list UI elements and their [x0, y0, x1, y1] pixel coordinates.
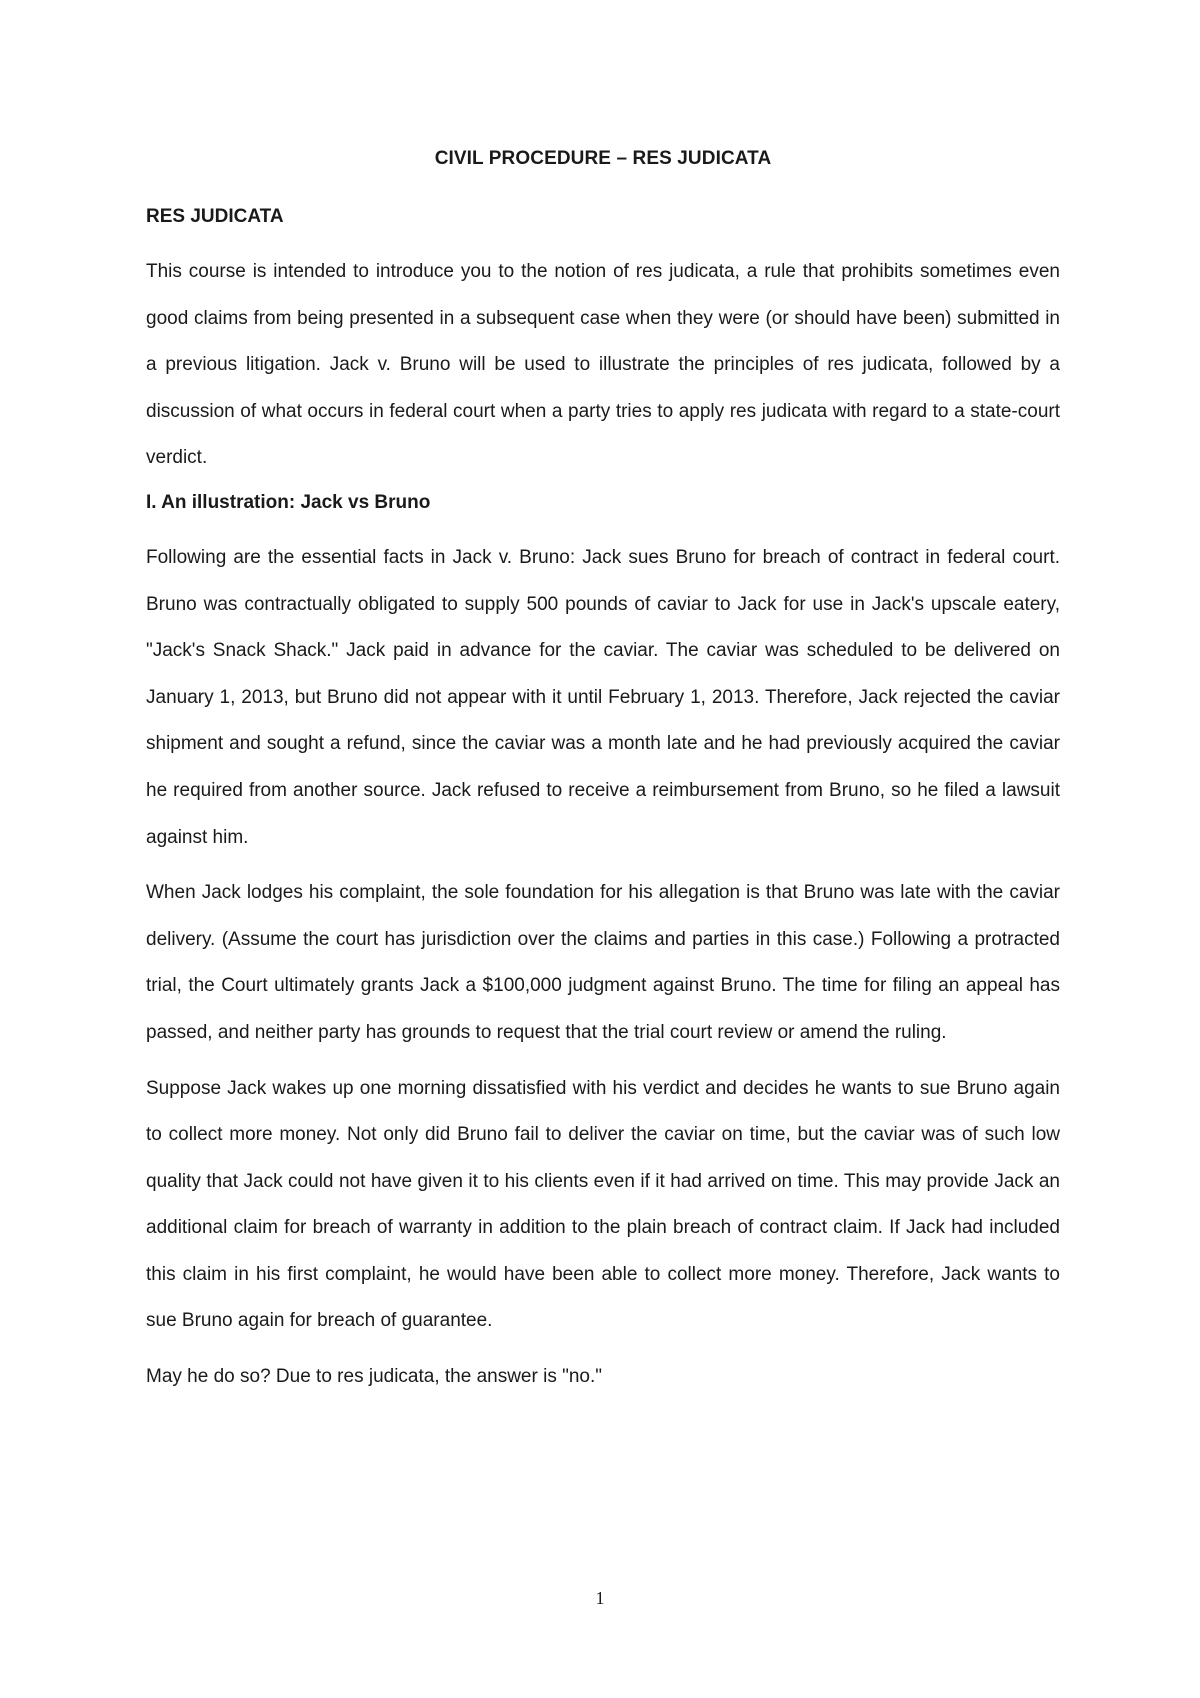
- facts-paragraph: Following are the essential facts in Jack v. Bruno: Jack sues Bruno for breach of contract in federal court. Bruno was contractually obligated to supply 500 pounds of caviar to Jack for use in Jack's upscale eatery, "Jack's Snack Shack." Jack paid in advance for the caviar. The caviar was scheduled to be delivered on January 1, 2013, but Bruno did not appear with it until February 1, 2013. Therefore, Jack rejected the caviar shipment and sought a refund, since the caviar was a month late and he had previously acquired the caviar he required from another source. Jack refused to receive a reimbursement from Bruno, so he filed a lawsuit against him.: [146, 546, 1060, 848]
- section-heading-res-judicata: RES JUDICATA: [146, 206, 284, 227]
- complaint-paragraph: When Jack lodges his complaint, the sole foundation for his allegation is that Bruno was late with the caviar delivery. (Assume the court has jurisdiction over the claims and parties in this case.) Following a protracted trial, the Court ultimately grants Jack a $100,000 judgment against Bruno. The time for filing an appeal has passed, and neither party has grounds to request that the trial court review or amend the ruling.: [146, 882, 1060, 1043]
- second-suit-paragraph: Suppose Jack wakes up one morning dissatisfied with his verdict and decides he wants to sue Bruno again to collect more money. Not only did Bruno fail to deliver the caviar on time, but the caviar was of such low quality that Jack could not have given it to his clients even if it had arrived on time. This may provide Jack an additional claim for breach of warranty in addition to the plain breach of contract claim. If Jack had included this claim in his first complaint, he would have been able to collect more money. Therefore, Jack wants to sue Bruno again for breach of guarantee.: [146, 1077, 1060, 1332]
- document-title: CIVIL PROCEDURE – RES JUDICATA: [434, 148, 772, 169]
- page-number: 1: [595, 1588, 605, 1608]
- page-content: [146, 147, 1060, 1410]
- section-heading-illustration: I. An illustration: Jack vs Bruno: [146, 491, 431, 513]
- conclusion-paragraph: May he do so? Due to res judicata, the answer is "no.": [146, 1366, 603, 1388]
- intro-paragraph: This course is intended to introduce you to the notion of res judicata, a rule that prohibits sometimes even good claims from being presented in a subsequent case when they were (or should have been) submitted in a previous litigation. Jack v. Bruno will be used to illustrate the principles of res judicata, followed by a discussion of what occurs in federal court when a party tries to apply res judicata with regard to a state-court verdict.: [146, 261, 1060, 469]
